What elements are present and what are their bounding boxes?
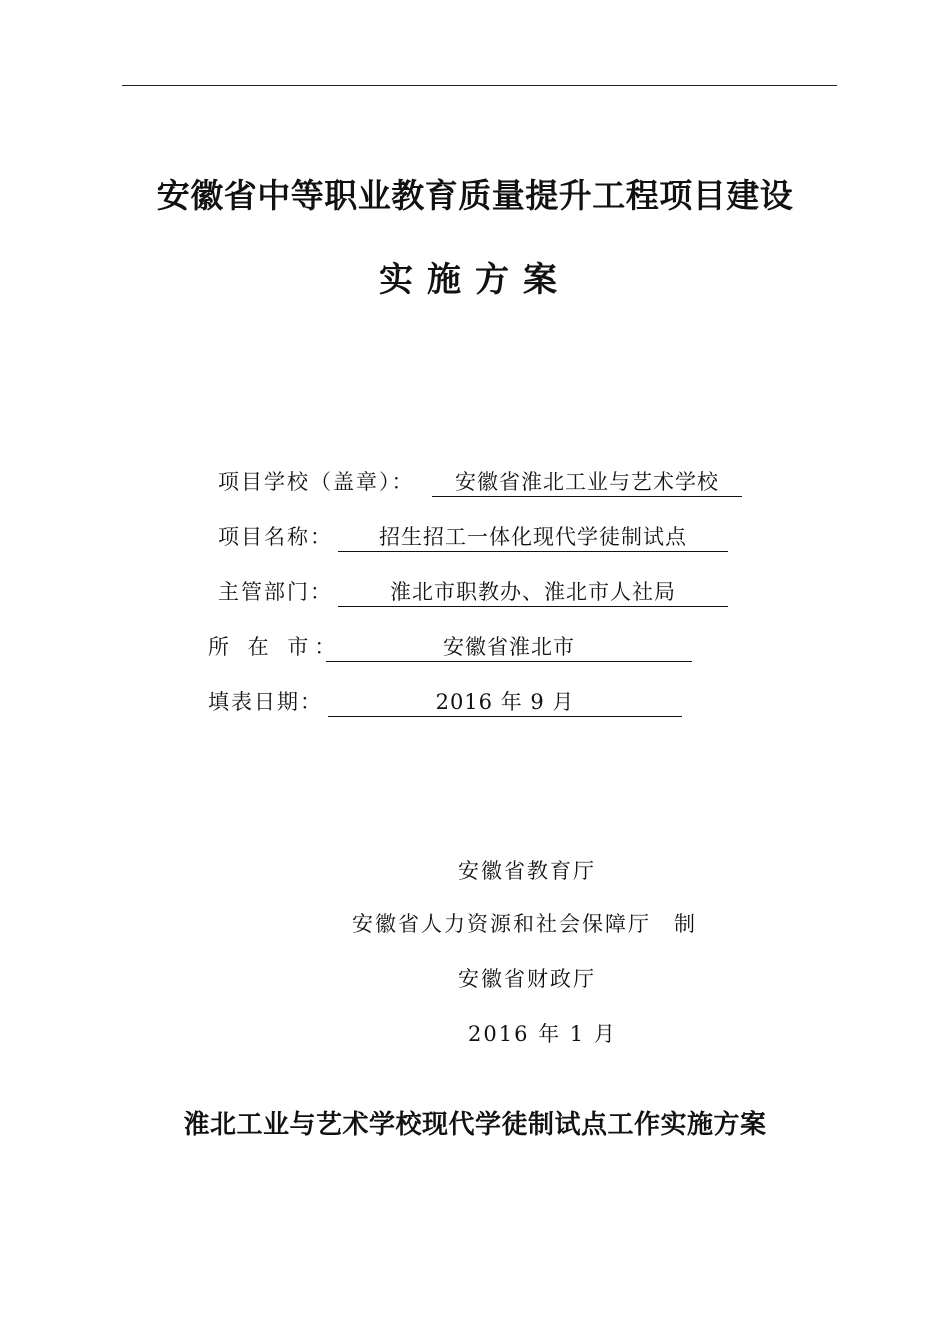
field-label-project-school: 项目学校（盖章）：: [218, 470, 415, 494]
issuer-finance-dept: 安徽省财政厅: [458, 967, 596, 991]
field-project-name: [218, 521, 748, 553]
field-value-city: 安徽省淮北市: [326, 631, 692, 662]
field-label-city: 所 在 市：: [208, 635, 342, 659]
document-title-line1: 安徽省中等职业教育质量提升工程项目建设: [156, 176, 794, 215]
field-label-department: 主管部门：: [218, 580, 333, 604]
issuer-hr-dept: 安徽省人力资源和社会保障厅 制: [352, 912, 697, 936]
field-value-department: 淮北市职教办、淮北市人社局: [338, 576, 728, 607]
document-title-line2: 实施方案: [379, 260, 571, 300]
field-fill-date: [208, 686, 748, 718]
field-project-school: [218, 466, 748, 498]
field-value-project-name: 招生招工一体化现代学徒制试点: [338, 521, 728, 552]
field-label-fill-date: 填表日期：: [208, 690, 323, 714]
field-department: [218, 576, 748, 608]
field-value-project-school: 安徽省淮北工业与艺术学校: [432, 466, 742, 497]
section-title: 淮北工业与艺术学校现代学徒制试点工作实施方案: [183, 1110, 767, 1140]
field-value-fill-date: 2016 年 9 月: [328, 686, 682, 717]
header-rule: [122, 85, 837, 86]
issuer-education-dept: 安徽省教育厅: [458, 859, 596, 883]
issue-date: 2016 年 1 月: [468, 1022, 617, 1046]
field-city: [208, 631, 748, 663]
field-label-project-name: 项目名称：: [218, 525, 333, 549]
